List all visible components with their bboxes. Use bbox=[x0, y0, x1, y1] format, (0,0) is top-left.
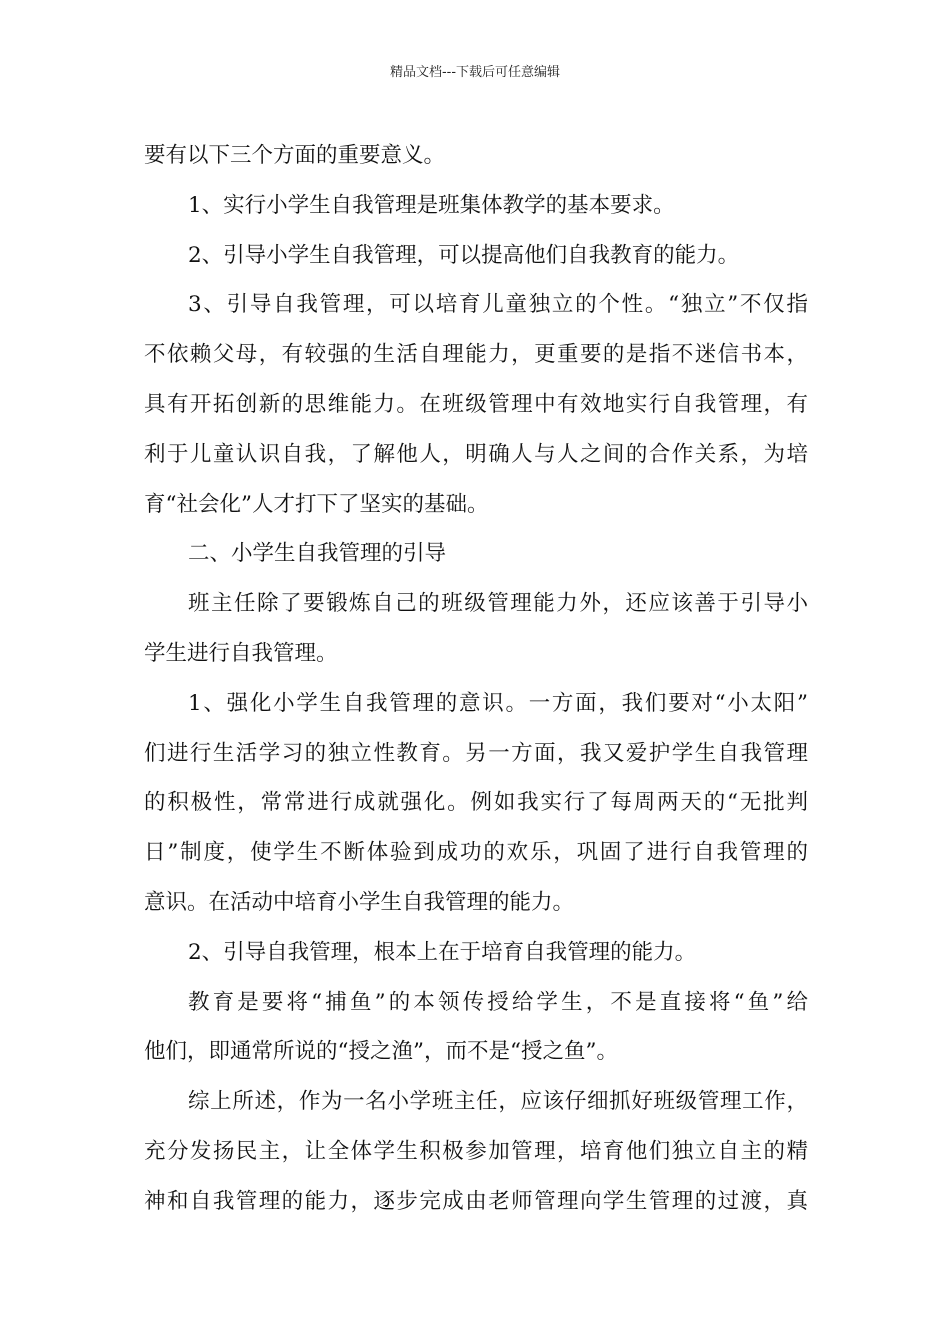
text-line: 意识。在活动中培育小学生自我管理的能力。 bbox=[144, 889, 575, 915]
text-line: 们进行生活学习的独立性教育。另一方面，我又爱护学生自我管理 bbox=[144, 740, 808, 766]
text-line: 具有开拓创新的思维能力。在班级管理中有效地实行自我管理，有 bbox=[144, 391, 808, 417]
text-line: 利于儿童认识自我，了解他人，明确人与人之间的合作关系，为培 bbox=[144, 441, 808, 467]
text-line: 3、引导自我管理，可以培育儿童独立的个性。“独立”不仅指 bbox=[188, 292, 808, 318]
text-line: 教育是要将“捕鱼”的本领传授给学生，不是直接将“鱼”给 bbox=[188, 989, 808, 1015]
text-line: 1、强化小学生自我管理的意识。一方面，我们要对“小太阳” bbox=[188, 690, 808, 716]
text-line: 他们，即通常所说的“授之渔”，而不是“授之鱼”。 bbox=[144, 1039, 618, 1065]
text-line: 充分发扬民主，让全体学生积极参加管理，培育他们独立自主的精 bbox=[144, 1138, 808, 1164]
text-line: 神和自我管理的能力，逐步完成由老师管理向学生管理的过渡，真 bbox=[144, 1188, 808, 1214]
text-line: 2、引导小学生自我管理，可以提高他们自我教育的能力。 bbox=[188, 242, 740, 268]
text-line: 综上所述，作为一名小学班主任，应该仔细抓好班级管理工作， bbox=[188, 1089, 808, 1115]
text-line: 1、实行小学生自我管理是班集体教学的基本要求。 bbox=[188, 192, 675, 218]
document-body bbox=[144, 131, 808, 1227]
text-line: 日”制度，使学生不断体验到成功的欢乐，巩固了进行自我管理的 bbox=[144, 840, 808, 866]
page-header: 精品文档---下载后可任意编辑 bbox=[389, 65, 561, 80]
text-line: 学生进行自我管理。 bbox=[144, 640, 338, 666]
text-line: 育“社会化”人才打下了坚实的基础。 bbox=[144, 491, 489, 517]
text-line: 的积极性，常常进行成就强化。例如我实行了每周两天的“无批判 bbox=[144, 790, 808, 816]
text-line: 要有以下三个方面的重要意义。 bbox=[144, 143, 446, 168]
text-line: 2、引导自我管理，根本上在于培育自我管理的能力。 bbox=[188, 939, 697, 965]
text-line: 二、小学生自我管理的引导 bbox=[188, 541, 447, 567]
text-line: 不依赖父母，有较强的生活自理能力，更重要的是指不迷信书本， bbox=[144, 342, 808, 368]
text-line: 班主任除了要锻炼自己的班级管理能力外，还应该善于引导小 bbox=[188, 591, 808, 617]
